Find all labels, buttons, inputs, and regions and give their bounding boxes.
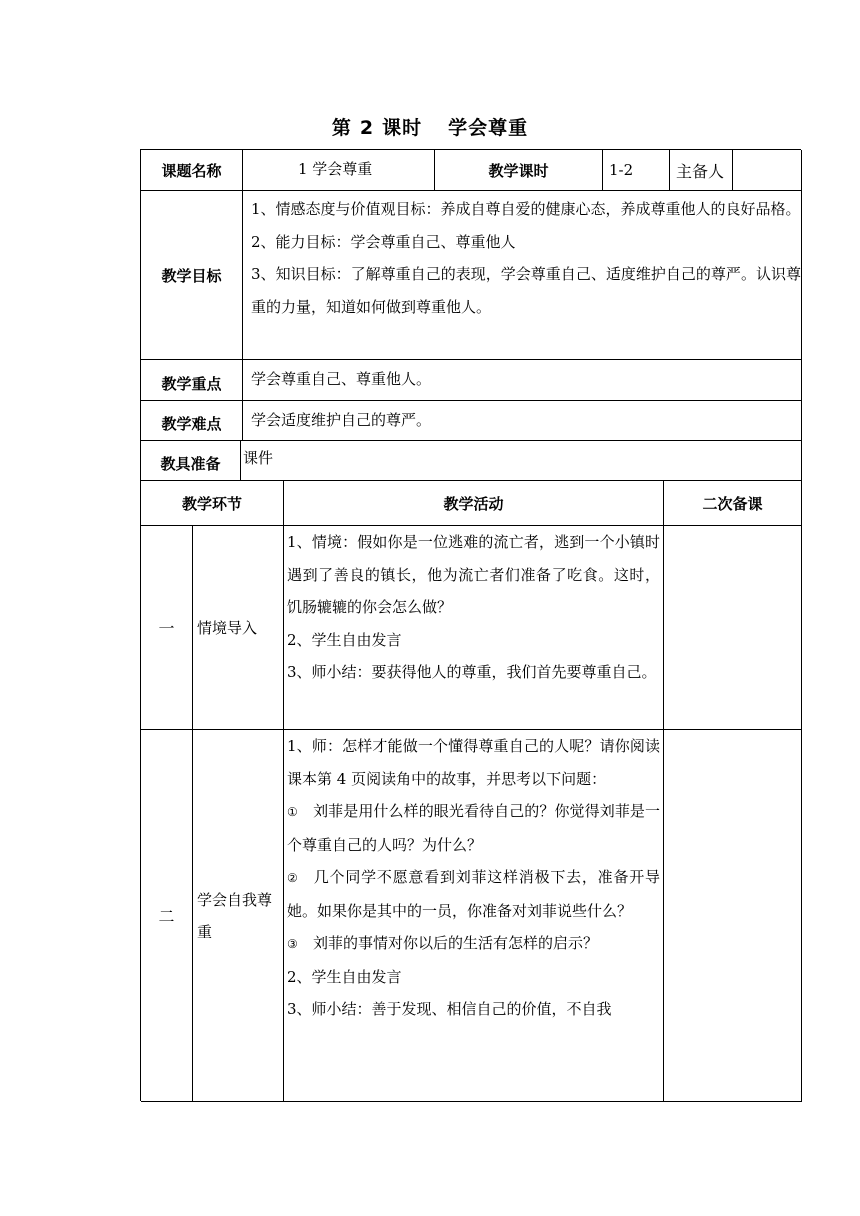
key-points-label: 教学重点 bbox=[141, 360, 243, 401]
question-text: 几个同学不愿意看到刘菲这样消极下去，准备开导她。如果你是其中的一员，你准备对刘菲说些什么？ bbox=[287, 868, 660, 920]
preparer-label: 主备人 bbox=[670, 150, 733, 191]
objective-item: 1、情感态度与价值观目标：养成自尊自爱的健康心态，养成尊重他人的良好品格。 bbox=[251, 200, 801, 218]
activity-line: 3、师小结：要获得他人的尊重，我们首先要尊重自己。 bbox=[287, 663, 657, 681]
objective-item: 3、知识目标：了解尊重自己的表现，学会尊重自己、适度维护自己的尊严。认识尊重的力量，知道如何做到尊重他人。 bbox=[251, 265, 801, 316]
difficulties-label: 教学难点 bbox=[141, 401, 243, 441]
stage-index: 二 bbox=[141, 730, 193, 1102]
question-item bbox=[287, 861, 660, 927]
preparer-value bbox=[733, 150, 802, 191]
question-mark: ② bbox=[287, 871, 298, 885]
title-topic: 学会尊重 bbox=[448, 117, 529, 139]
course-name-label: 课题名称 bbox=[141, 150, 243, 191]
stage-index: 一 bbox=[141, 526, 193, 730]
activity-line: 2、学生自由发言 bbox=[287, 630, 402, 649]
title-prefix: 第 bbox=[331, 117, 352, 139]
question-item bbox=[287, 795, 660, 861]
activity-line: 2、学生自由发言 bbox=[287, 967, 402, 986]
objective-item: 2、能力目标：学会尊重自己、尊重他人 bbox=[251, 232, 516, 251]
question-mark: ③ bbox=[287, 937, 298, 951]
activity-line: 1、情境：假如你是一位逃难的流亡者，逃到一个小镇时遇到了善良的镇长，他为流亡者们准备了吃食。这时，饥肠辘辘的你会怎么做？ bbox=[287, 533, 660, 616]
question-text: 刘菲的事情对你以后的生活有怎样的启示？ bbox=[313, 934, 599, 952]
secondary-prep-cell bbox=[664, 526, 802, 730]
title-number: 2 bbox=[359, 117, 375, 139]
activity-header: 教学活动 bbox=[284, 481, 664, 526]
periods-value: 1-2 bbox=[603, 150, 670, 191]
lesson-plan-table bbox=[140, 149, 801, 1101]
stage-name: 学会自我尊重 bbox=[193, 730, 284, 1102]
question-mark: ① bbox=[287, 805, 298, 819]
title-unit: 课时 bbox=[382, 117, 423, 139]
activity-content bbox=[284, 730, 664, 1102]
stage-name: 情境导入 bbox=[193, 526, 284, 730]
key-points-value: 学会尊重自己、尊重他人。 bbox=[243, 360, 802, 401]
activity-line: 3、师小结：善于发现、相信自己的价值，不自我 bbox=[287, 1000, 612, 1018]
activity-line: 1、师：怎样才能做一个懂得尊重自己的人呢？请你阅读课本第 4 页阅读角中的故事，并思考以下问题： bbox=[287, 737, 660, 788]
objectives-content bbox=[243, 191, 802, 360]
objectives-label: 教学目标 bbox=[141, 191, 243, 360]
activity-content bbox=[284, 526, 664, 730]
secondary-prep-cell bbox=[664, 730, 802, 1102]
stage-header: 教学环节 bbox=[141, 481, 284, 526]
materials-label: 教具准备 bbox=[141, 441, 241, 481]
periods-label: 教学课时 bbox=[435, 150, 603, 191]
difficulties-value: 学会适度维护自己的尊严。 bbox=[243, 401, 802, 441]
materials-value: 课件 bbox=[241, 441, 802, 481]
question-text: 刘菲是用什么样的眼光看待自己的？你觉得刘菲是一个尊重自己的人吗？为什么？ bbox=[287, 802, 660, 854]
secondary-prep-header: 二次备课 bbox=[664, 481, 802, 526]
question-item bbox=[287, 927, 660, 961]
page-title bbox=[0, 113, 860, 140]
course-name-value: 1 学会尊重 bbox=[243, 150, 435, 191]
